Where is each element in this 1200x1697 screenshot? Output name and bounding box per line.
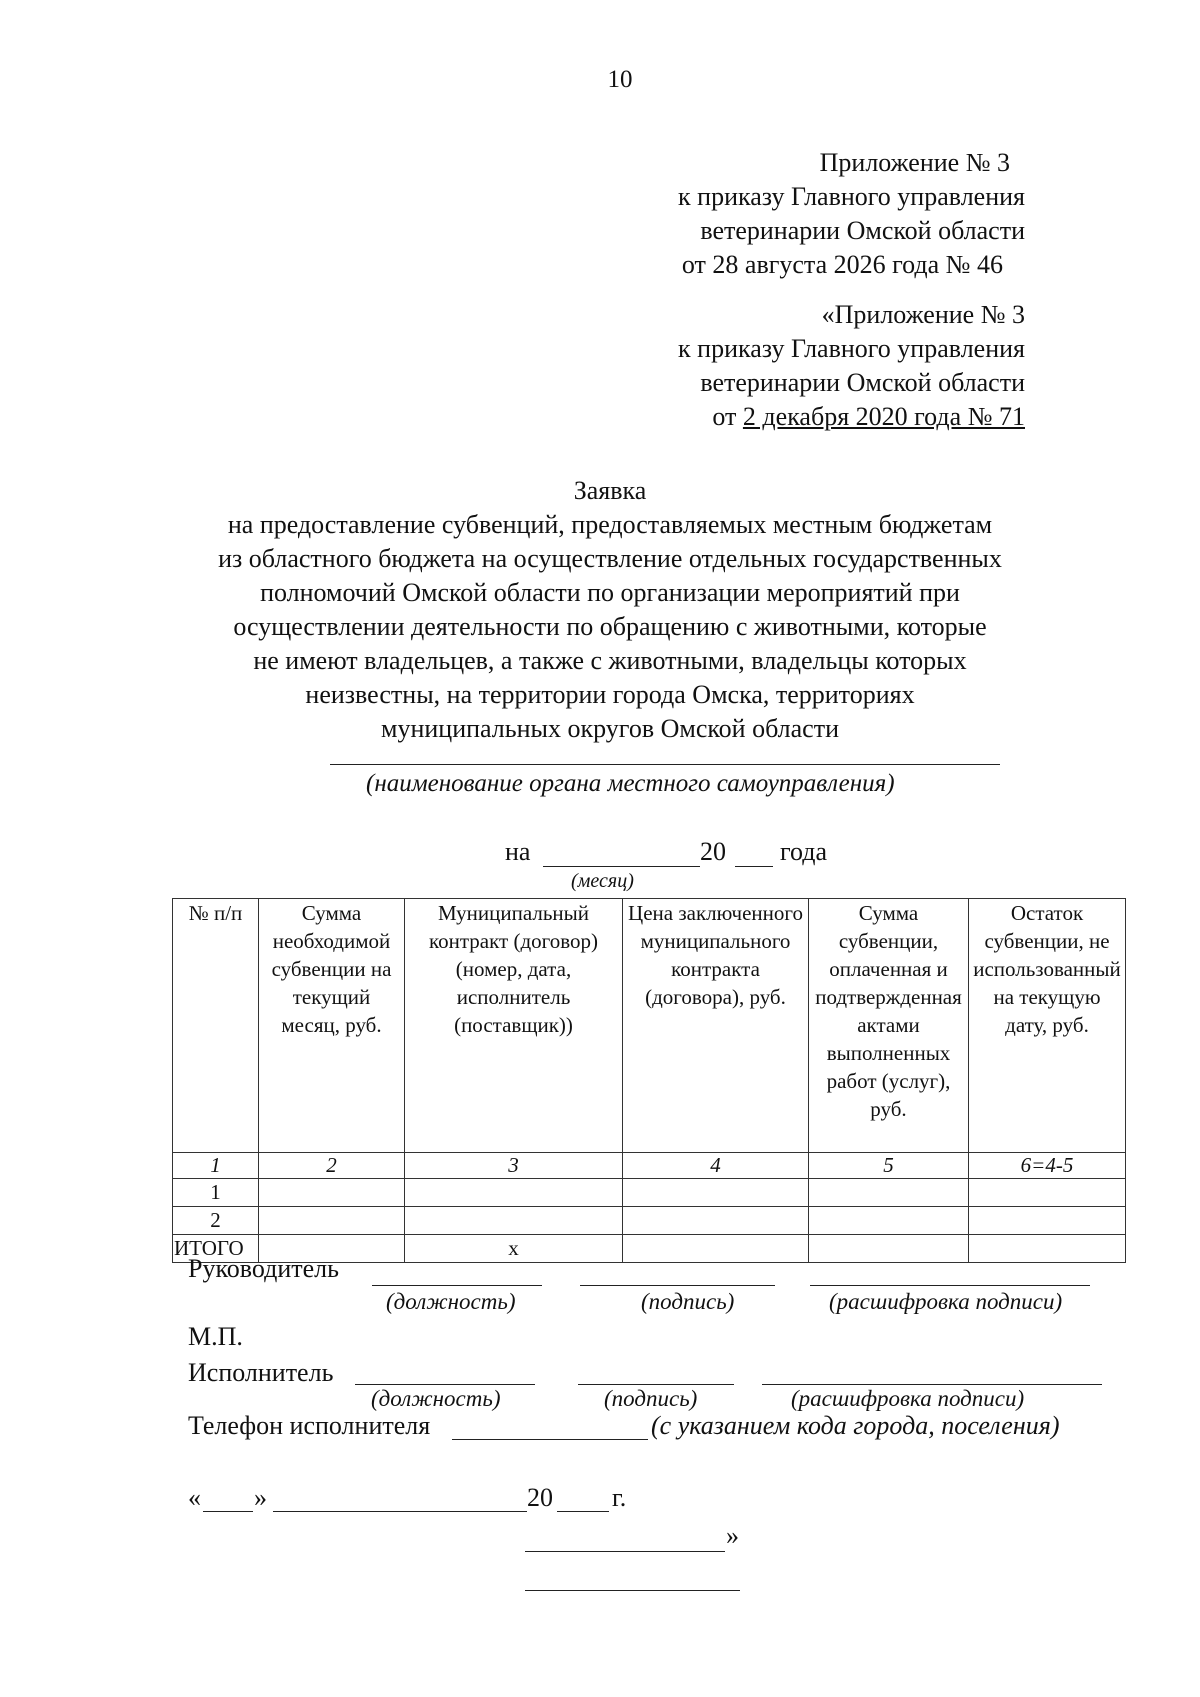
annex-old-line-4 bbox=[678, 400, 1025, 434]
annex-block-new bbox=[678, 146, 1025, 282]
period-suffix: года bbox=[780, 837, 828, 866]
head-decoding-caption: (расшифровка подписи) bbox=[829, 1289, 1063, 1314]
phone-caption: (с указанием кода города, поселения) bbox=[651, 1411, 1060, 1440]
table-header-cell: Сумма необходимой субвенции на текущий месяц, руб. bbox=[259, 899, 405, 1153]
table-header-cell: Сумма субвенции, оплаченная и подтвержденная актами выполненных работ (услуг), руб. bbox=[809, 899, 969, 1153]
document-title bbox=[180, 474, 1040, 746]
executor-signature-caption: (подпись) bbox=[604, 1386, 698, 1411]
date-year-line bbox=[557, 1511, 609, 1512]
head-signature-line bbox=[580, 1285, 775, 1286]
annex-new-line-3: ветеринарии Омской области bbox=[700, 216, 1025, 245]
table-cell bbox=[405, 1207, 623, 1235]
table-cell bbox=[623, 1179, 809, 1207]
phone-blank-line bbox=[452, 1439, 648, 1440]
table-header-cell: № п/п bbox=[173, 899, 259, 1153]
column-number-cell: 6=4-5 bbox=[969, 1153, 1126, 1179]
closing-quote: » bbox=[726, 1521, 739, 1550]
column-number-cell: 1 bbox=[173, 1153, 259, 1179]
table-header-cell: Муниципальный контракт (договор) (номер, дата, исполнитель (поставщик)) bbox=[405, 899, 623, 1153]
table-cell bbox=[969, 1207, 1126, 1235]
table-cell: x bbox=[405, 1235, 623, 1263]
date-year-suffix: г. bbox=[612, 1483, 627, 1512]
month-blank-line bbox=[543, 866, 700, 867]
title-line-4: осуществлении деятельности по обращению с животными, которые bbox=[233, 612, 987, 641]
page-number: 10 bbox=[607, 66, 633, 93]
executor-position-line bbox=[355, 1384, 535, 1385]
executor-signature-line bbox=[578, 1384, 734, 1385]
table-header-cell: Остаток субвенции, не использованный на текущую дату, руб. bbox=[969, 899, 1126, 1153]
title-line-6: неизвестны, на территории города Омска, территориях bbox=[305, 680, 915, 709]
table-cell bbox=[809, 1235, 969, 1263]
org-name-line bbox=[330, 764, 1000, 765]
executor-decoding-caption: (расшифровка подписи) bbox=[791, 1386, 1025, 1411]
table-cell: 2 bbox=[173, 1207, 259, 1235]
title-line-3: полномочий Омской области по организации мероприятий при bbox=[260, 578, 960, 607]
annex-new-line-4: от 28 августа 2026 года № 46 bbox=[681, 250, 1003, 279]
title-line-2: из областного бюджета на осуществление отдельных государственных bbox=[218, 544, 1002, 573]
table-column-number-row bbox=[173, 1153, 1126, 1179]
closing-line-2 bbox=[525, 1590, 740, 1591]
head-label: Руководитель bbox=[188, 1254, 339, 1283]
title-line-1: на предоставление субвенций, предоставляемых местным бюджетам bbox=[227, 510, 993, 539]
closing-line-1 bbox=[525, 1551, 725, 1552]
head-position-line bbox=[372, 1285, 542, 1286]
table-cell: 1 bbox=[173, 1179, 259, 1207]
table-cell bbox=[259, 1207, 405, 1235]
head-position-caption: (должность) bbox=[386, 1289, 516, 1314]
title-heading: Заявка bbox=[573, 476, 647, 505]
table-row bbox=[173, 1207, 1126, 1235]
annex-old-line-2: к приказу Главного управления bbox=[678, 334, 1025, 363]
subvention-table bbox=[172, 898, 1126, 1263]
month-caption: (месяц) bbox=[571, 870, 634, 892]
executor-label: Исполнитель bbox=[188, 1358, 334, 1387]
table-cell bbox=[623, 1207, 809, 1235]
title-line-5: не имеют владельцев, а также с животными, владельцы которых bbox=[253, 646, 967, 675]
phone-label: Телефон исполнителя bbox=[188, 1411, 431, 1440]
date-day-line bbox=[203, 1511, 253, 1512]
annex-new-line-1: Приложение № 3 bbox=[819, 148, 1010, 177]
table-row bbox=[173, 1179, 1126, 1207]
executor-position-caption: (должность) bbox=[371, 1386, 501, 1411]
year-blank-line bbox=[735, 866, 773, 867]
executor-decoding-line bbox=[762, 1384, 1102, 1385]
table-cell bbox=[809, 1179, 969, 1207]
table-cell bbox=[969, 1235, 1126, 1263]
head-signature-caption: (подпись) bbox=[641, 1289, 735, 1314]
table-cell: ИТОГО bbox=[173, 1235, 259, 1263]
period-prefix: на bbox=[505, 837, 531, 866]
annex-old-date-prefix: от bbox=[712, 402, 743, 431]
column-number-cell: 2 bbox=[259, 1153, 405, 1179]
table-cell bbox=[405, 1179, 623, 1207]
date-month-line bbox=[273, 1511, 527, 1512]
table-header-row bbox=[173, 899, 1126, 1153]
column-number-cell: 5 bbox=[809, 1153, 969, 1179]
annex-old-date: 2 декабря 2020 года № 71 bbox=[742, 402, 1025, 431]
column-number-cell: 4 bbox=[623, 1153, 809, 1179]
stamp-label: М.П. bbox=[188, 1322, 243, 1351]
org-caption: (наименование органа местного самоуправления) bbox=[366, 770, 895, 797]
table-header-cell: Цена заключенного муниципального контракта (договора), руб. bbox=[623, 899, 809, 1153]
table-cell bbox=[809, 1207, 969, 1235]
table-cell bbox=[969, 1179, 1126, 1207]
head-decoding-line bbox=[810, 1285, 1090, 1286]
table-cell bbox=[623, 1235, 809, 1263]
period-year-prefix: 20 bbox=[700, 837, 726, 866]
annex-old-line-1: «Приложение № 3 bbox=[821, 300, 1025, 329]
date-year-prefix: 20 bbox=[527, 1483, 553, 1512]
annex-old-line-3: ветеринарии Омской области bbox=[700, 368, 1025, 397]
annex-new-line-2: к приказу Главного управления bbox=[678, 182, 1025, 211]
annex-block-old bbox=[678, 298, 1025, 434]
column-number-cell: 3 bbox=[405, 1153, 623, 1179]
title-line-7: муниципальных округов Омской области bbox=[381, 714, 839, 743]
date-close-quote: » bbox=[254, 1483, 267, 1512]
date-open-quote: « bbox=[188, 1483, 201, 1512]
table-cell bbox=[259, 1179, 405, 1207]
